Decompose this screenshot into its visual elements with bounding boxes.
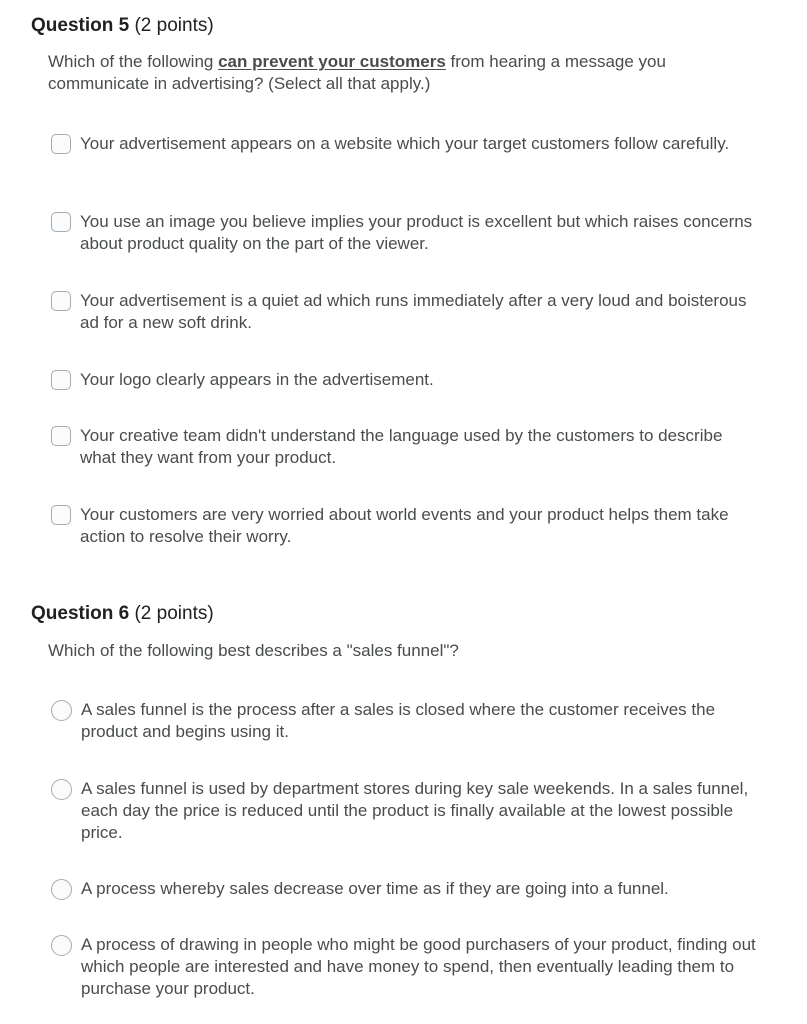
question-5-prompt-before: Which of the following: [48, 52, 219, 71]
question-6-option-2-label[interactable]: A sales funnel is used by department stores during key sale weekends. In a sales funnel, each day the price is reduced until the product is finally available at the lowest possible price.: [81, 779, 749, 842]
question-5-option-4-checkbox[interactable]: [51, 370, 71, 390]
question-5-option-3-label[interactable]: Your advertisement is a quiet ad which runs immediately after a very loud and boisterous ad for a new soft drink.: [80, 291, 747, 332]
question-5-option-5-label[interactable]: Your creative team didn't understand the language used by the customers to describe what they want from your product.: [80, 426, 723, 467]
question-5-option-4-label[interactable]: Your logo clearly appears in the advertisement.: [80, 370, 434, 389]
question-6-name: Question 6: [31, 603, 130, 624]
question-5-option-6-checkbox[interactable]: [51, 505, 71, 525]
question-5-option-5-checkbox[interactable]: [51, 426, 71, 446]
question-5-prompt-after: from hearing a message you communicate in advertising? (Select all that apply.): [48, 52, 666, 93]
question-6-option-1[interactable]: [51, 700, 761, 744]
question-6-points: (2 points): [134, 603, 214, 624]
question-6-option-3-radio[interactable]: [51, 879, 72, 900]
question-5-option-1[interactable]: [51, 134, 761, 156]
question-6-prompt: Which of the following best describes a "sales funnel"?: [48, 641, 459, 660]
question-5-prompt-emphasis: can prevent your customers: [218, 52, 446, 71]
question-5-option-6-label[interactable]: Your customers are very worried about world events and your product helps them take action to resolve their worry.: [80, 505, 729, 546]
question-6-option-2-radio[interactable]: [51, 779, 72, 800]
question-6-option-4-label[interactable]: A process of drawing in people who might be good purchasers of your product, finding out which people are interested and have money to spend, then eventually leading them to purchase your product.: [81, 935, 756, 998]
question-5-option-3-checkbox[interactable]: [51, 291, 71, 311]
question-5-name: Question 5: [31, 15, 130, 36]
question-6-option-2[interactable]: [51, 779, 761, 845]
question-5-option-1-checkbox[interactable]: [51, 134, 71, 154]
question-5-option-2[interactable]: [51, 212, 761, 256]
question-6-option-4[interactable]: [51, 935, 761, 1001]
question-6-title: [31, 602, 214, 626]
question-6-option-3[interactable]: [51, 879, 761, 901]
question-5-option-6[interactable]: [51, 505, 761, 549]
question-5-prompt: [48, 51, 758, 95]
question-6-option-3-label[interactable]: A process whereby sales decrease over time as if they are going into a funnel.: [81, 879, 669, 898]
question-5-option-1-label[interactable]: Your advertisement appears on a website which your target customers follow carefully.: [80, 134, 730, 153]
question-6-option-4-radio[interactable]: [51, 935, 72, 956]
question-5-option-4[interactable]: [51, 370, 761, 392]
question-6-option-1-label[interactable]: A sales funnel is the process after a sales is closed where the customer receives the product and begins using it.: [81, 700, 716, 741]
question-5-option-5[interactable]: [51, 426, 761, 470]
question-5-option-2-checkbox[interactable]: [51, 212, 71, 232]
question-5-points: (2 points): [134, 15, 214, 36]
question-5-option-3[interactable]: [51, 291, 761, 335]
question-6-option-1-radio[interactable]: [51, 700, 72, 721]
question-5-option-2-label[interactable]: You use an image you believe implies your product is excellent but which raises concerns about product quality on the part of the viewer.: [80, 212, 753, 253]
question-5-title: [31, 14, 214, 38]
